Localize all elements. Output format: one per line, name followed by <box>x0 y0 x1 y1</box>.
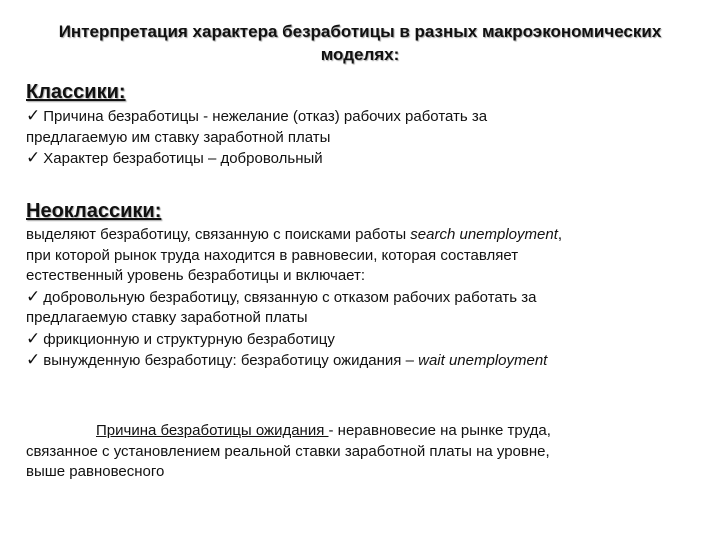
neoclassics-section <box>26 225 686 372</box>
neo-item-2-text: фрикционную и структурную безработицу <box>43 330 335 348</box>
neo-intro-text: выделяют безработицу, связанную с поисками работы <box>26 226 411 243</box>
neo-intro-line-3: естественный уровень безработицы и включает: <box>26 267 366 284</box>
neo-intro-line-1 <box>26 225 686 246</box>
check-icon: ✓ <box>26 148 41 168</box>
neo-item-1-text: добровольную безработицу, связанную с отказом рабочих работать за <box>43 288 537 306</box>
check-icon: ✓ <box>26 286 41 307</box>
waiting-unemployment-note <box>26 421 686 483</box>
neo-item-1-line-1 <box>26 287 686 309</box>
classics-section <box>26 106 686 170</box>
title-line-1: Интерпретация характера безработицы в разных макроэкономических <box>58 22 662 41</box>
classics-heading: Классики: <box>26 81 126 103</box>
neo-item-2 <box>26 329 686 351</box>
note-line-1 <box>26 421 686 442</box>
neo-intro-line-2: при которой рынок труда находится в равновесии, которая составляет <box>26 246 519 264</box>
neoclassics-heading: Неоклассики: <box>26 200 162 222</box>
classics-item-2 <box>26 148 686 170</box>
note-term: Причина безработицы ожидания <box>96 422 329 439</box>
neo-item-3-english-term: wait unemployment <box>418 352 548 369</box>
neo-intro-comma: , <box>557 226 563 243</box>
title-line-2: моделях: <box>320 45 400 64</box>
neo-item-3 <box>26 350 686 372</box>
classics-item-1-line-2: предлагаемую им ставку заработной платы <box>26 128 331 146</box>
classics-item-1-line-1 <box>26 106 686 128</box>
page-title <box>30 20 690 66</box>
check-icon: ✓ <box>26 106 41 126</box>
classics-item-1-text: Причина безработицы - нежелание (отказ) рабочих работать за <box>43 108 488 125</box>
note-line-1-rest: - неравновесие на рынке труда, <box>328 422 551 439</box>
classics-item-2-text: Характер безработицы – добровольный <box>43 150 323 167</box>
check-icon: ✓ <box>26 350 41 370</box>
note-line-3: выше равновесного <box>26 463 165 480</box>
note-line-2: связанное с установлением реальной ставки заработной платы на уровне, <box>26 442 550 460</box>
neo-item-3-text: вынужденную безработицу: безработицу ожидания – <box>43 352 419 369</box>
neo-intro-english-term: search unemployment <box>410 226 558 243</box>
check-icon: ✓ <box>26 328 41 349</box>
neo-item-1-line-2: предлагаемую ставку заработной платы <box>26 309 308 326</box>
